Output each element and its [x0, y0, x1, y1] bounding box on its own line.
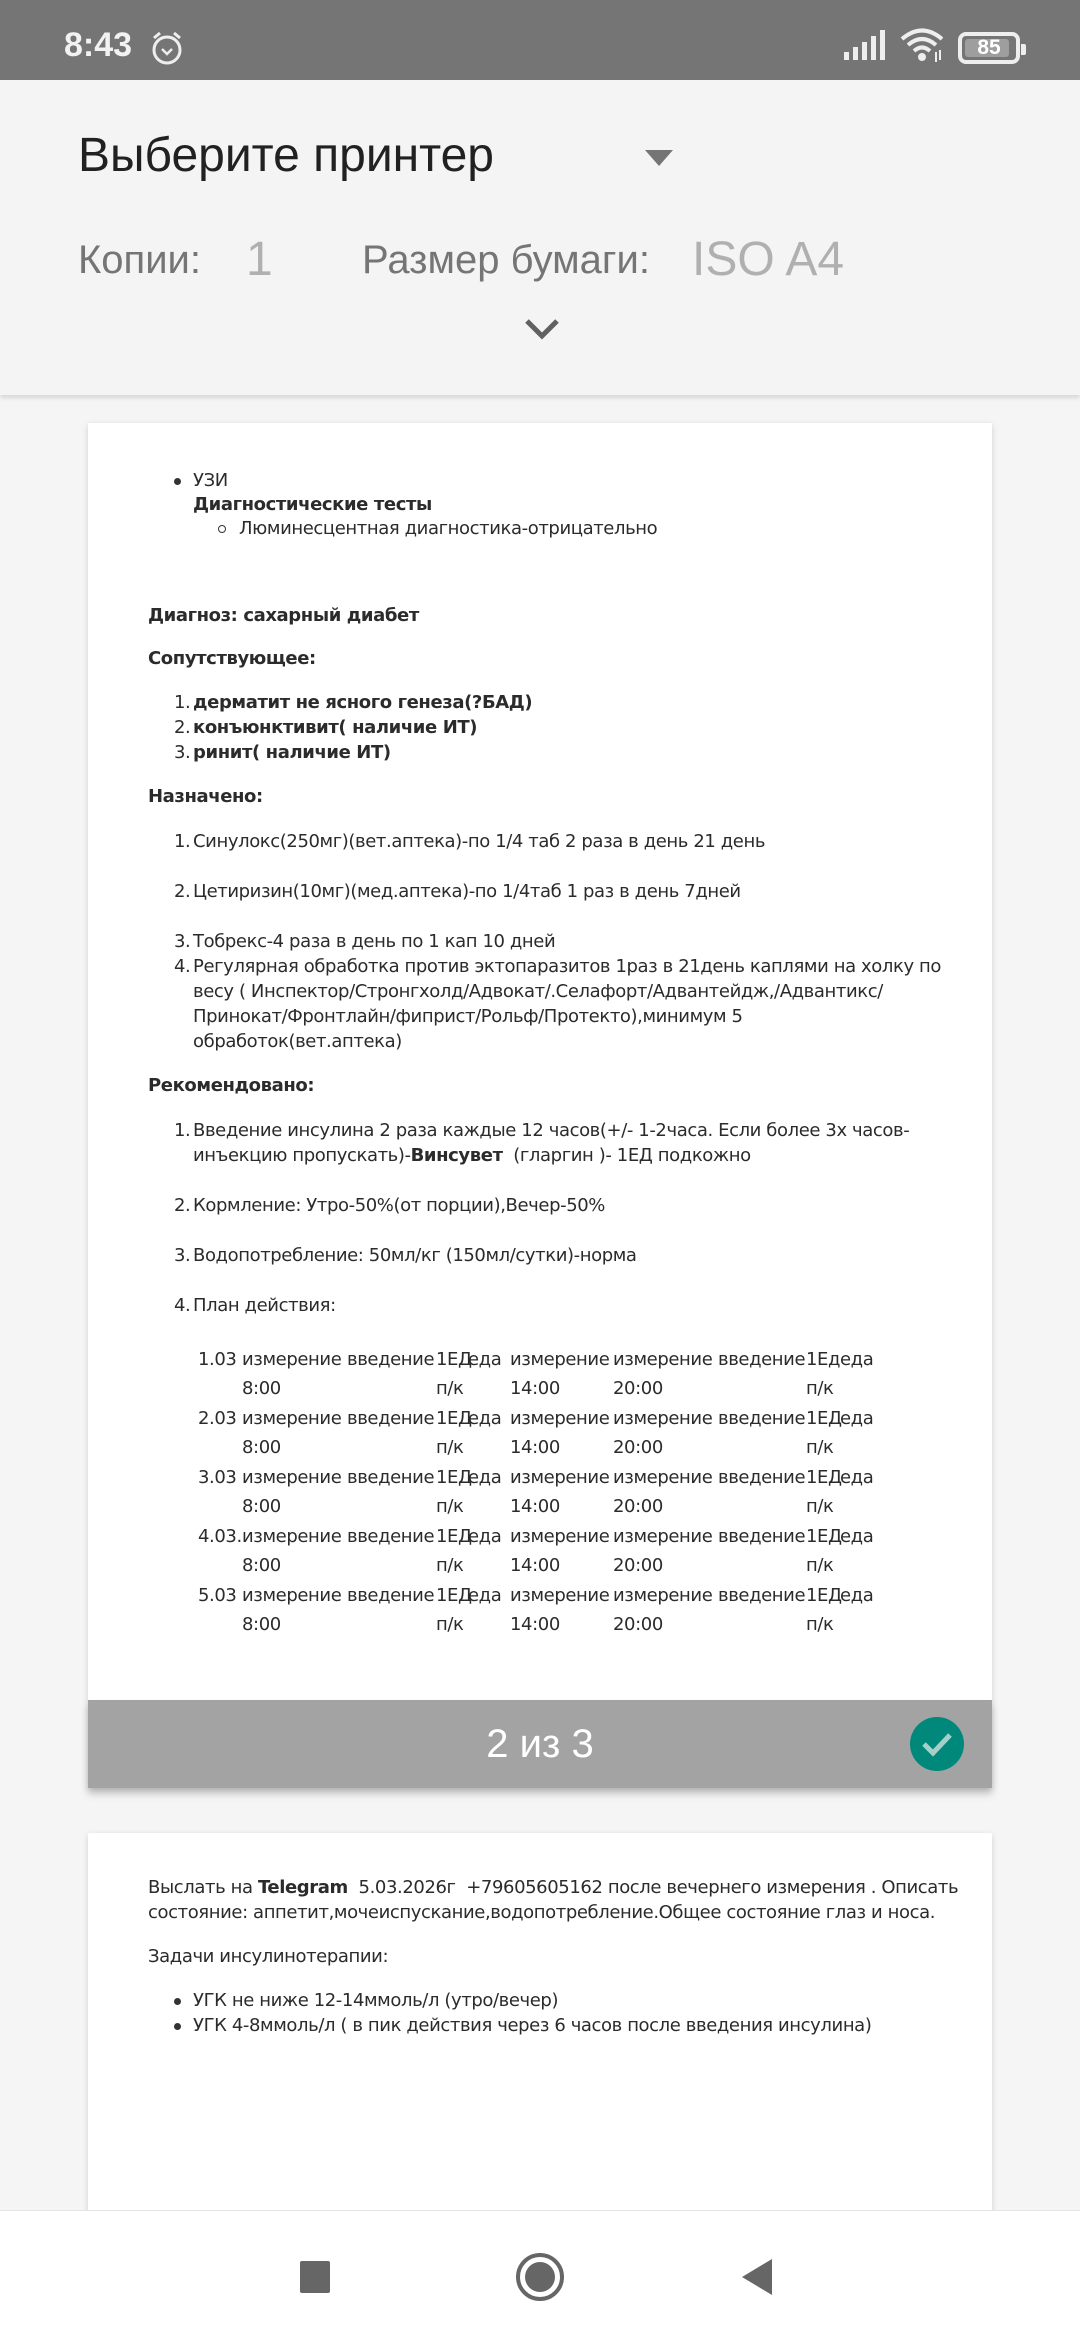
paper-size-label: Размер бумаги:: [362, 238, 650, 282]
list-number: 3.: [174, 1245, 191, 1266]
printer-select[interactable]: Выберите принтер: [78, 129, 494, 182]
list-item: Принокат/Фронтлайн/фиприст/Рольф/Протекто),минимум 5: [193, 1006, 743, 1027]
instruction-text: состояние: аппетит,мочеиспускание,водопотребление.Общее состояние глаз и носа.: [148, 1902, 936, 1923]
battery-level: 85: [977, 35, 1001, 59]
list-item: весу ( Инспектор/Стронгхолд/Адвокат/.Селафорт/Адвантейдж,/Адвантикс/: [193, 981, 883, 1002]
list-number: 3.: [174, 742, 191, 763]
section-title: Задачи инсулинотерапии:: [148, 1946, 389, 1967]
page-indicator: 2 из 3: [486, 1722, 594, 1766]
list-item: План действия:: [193, 1295, 336, 1316]
list-item: Водопотребление: 50мл/кг (150мл/сутки)-норма: [193, 1245, 637, 1266]
list-item: ринит( наличие ИТ): [193, 742, 391, 763]
list-item: Тобрекс-4 раза в день по 1 кап 10 дней: [193, 931, 556, 952]
section-title: Назначено:: [148, 786, 263, 807]
list-item: УГК 4-8ммоль/л ( в пик действия через 6 часов после введения инсулина): [193, 2015, 872, 2036]
status-bar: [0, 0, 1080, 80]
diagnosis: Диагноз: сахарный диабет: [148, 605, 419, 626]
page-selection-bar[interactable]: [88, 1700, 992, 1788]
list-item: дерматит не ясного генеза(?БАД): [193, 692, 533, 713]
bullet-icon: [174, 2013, 181, 2038]
plan-table: 1.03 измерение 8:00 введение 1ЕД п/к еда измерение 14:00 измерение 20:00 введение 1Ед п/к еда 2.03 измерение 8:00 введение 1ЕД п/к еда измерение 14:00 измерение 20:00 введение 1ЕД п/к еда 3.03 измерение 8:00 введение 1ЕД п/к еда измерение 14:00 измерение 20:00 введение 1ЕД п/к еда 4.03. измерение 8:00 введение 1ЕД п/к еда измерение 14:00 измерение 20:00 введение 1ЕД п/к еда 5.03 измерение 8:00 введение 1ЕД п/к еда измерение 14:00 измерение 20:00 введение 1ЕД п/к еда: [198, 1349, 874, 1635]
list-number: 2.: [174, 1195, 191, 1216]
status-time: 8:43: [64, 26, 133, 64]
list-number: 4.: [174, 1295, 191, 1316]
list-item: инъекцию пропускать)-Винсувет (гларгин )- 1ЕД подкожно: [193, 1145, 751, 1166]
list-number: 3.: [174, 931, 191, 952]
recent-apps-button[interactable]: [300, 2261, 330, 2293]
telegram-instruction: Выслать на Telegram 5.03.2026г +79605605162 после вечернего измерения . Описать: [148, 1877, 959, 1898]
copies-label: Копии:: [78, 238, 202, 282]
bullet-icon: [174, 1988, 181, 2013]
list-item: УЗИ: [193, 470, 228, 491]
list-number: 2.: [174, 881, 191, 902]
list-item: Кормление: Утро-50%(от порции),Вечер-50%: [193, 1195, 606, 1216]
list-number: 4.: [174, 956, 191, 977]
list-item: Введение инсулина 2 раза каждые 12 часов(+/- 1-2часа. Если более 3х часов-: [193, 1120, 910, 1141]
chevron-down-icon[interactable]: [524, 318, 560, 345]
signal-icon: [844, 30, 886, 65]
list-item: конъюнктивит( наличие ИТ): [193, 717, 478, 738]
home-button[interactable]: [516, 2253, 564, 2301]
list-number: 1.: [174, 831, 191, 852]
page-selected-check-icon[interactable]: [910, 1717, 964, 1771]
navigation-bar: [0, 2210, 1080, 2340]
copies-value: 1: [246, 233, 273, 286]
list-item: Синулокс(250мг)(вет.аптека)-по 1/4 таб 2 раза в день 21 день: [193, 831, 766, 852]
paper-size-value: ISO A4: [692, 233, 845, 286]
list-item: УГК не ниже 12-14ммоль/л (утро/вечер): [193, 1990, 559, 2011]
section-title: Сопутствующее:: [148, 648, 316, 669]
alarm-icon: [150, 30, 184, 71]
dropdown-arrow-icon[interactable]: [645, 150, 673, 166]
section-subtitle: Диагностические тесты: [193, 494, 432, 515]
page-preview-2[interactable]: [88, 423, 992, 1788]
page-preview-3[interactable]: [88, 1833, 992, 2233]
list-item: обработок(вет.аптека): [193, 1031, 402, 1052]
list-item: Цетиризин(10мг)(мед.аптека)-по 1/4таб 1 раз в день 7дней: [193, 881, 741, 902]
back-button[interactable]: [742, 2259, 772, 2295]
list-number: 1.: [174, 1120, 191, 1141]
section-title: Рекомендовано:: [148, 1075, 315, 1096]
list-number: 1.: [174, 692, 191, 713]
bullet-icon: [174, 468, 181, 493]
list-item: Люминесцентная диагностика-отрицательно: [239, 518, 658, 539]
list-number: 2.: [174, 717, 191, 738]
print-options-header: [0, 80, 1080, 395]
circle-bullet-icon: [218, 516, 226, 541]
wifi-icon: [900, 28, 944, 67]
battery-icon: [958, 32, 1020, 64]
list-item: Регулярная обработка против эктопаразитов 1раз в 21день каплями на холку по: [193, 956, 942, 977]
